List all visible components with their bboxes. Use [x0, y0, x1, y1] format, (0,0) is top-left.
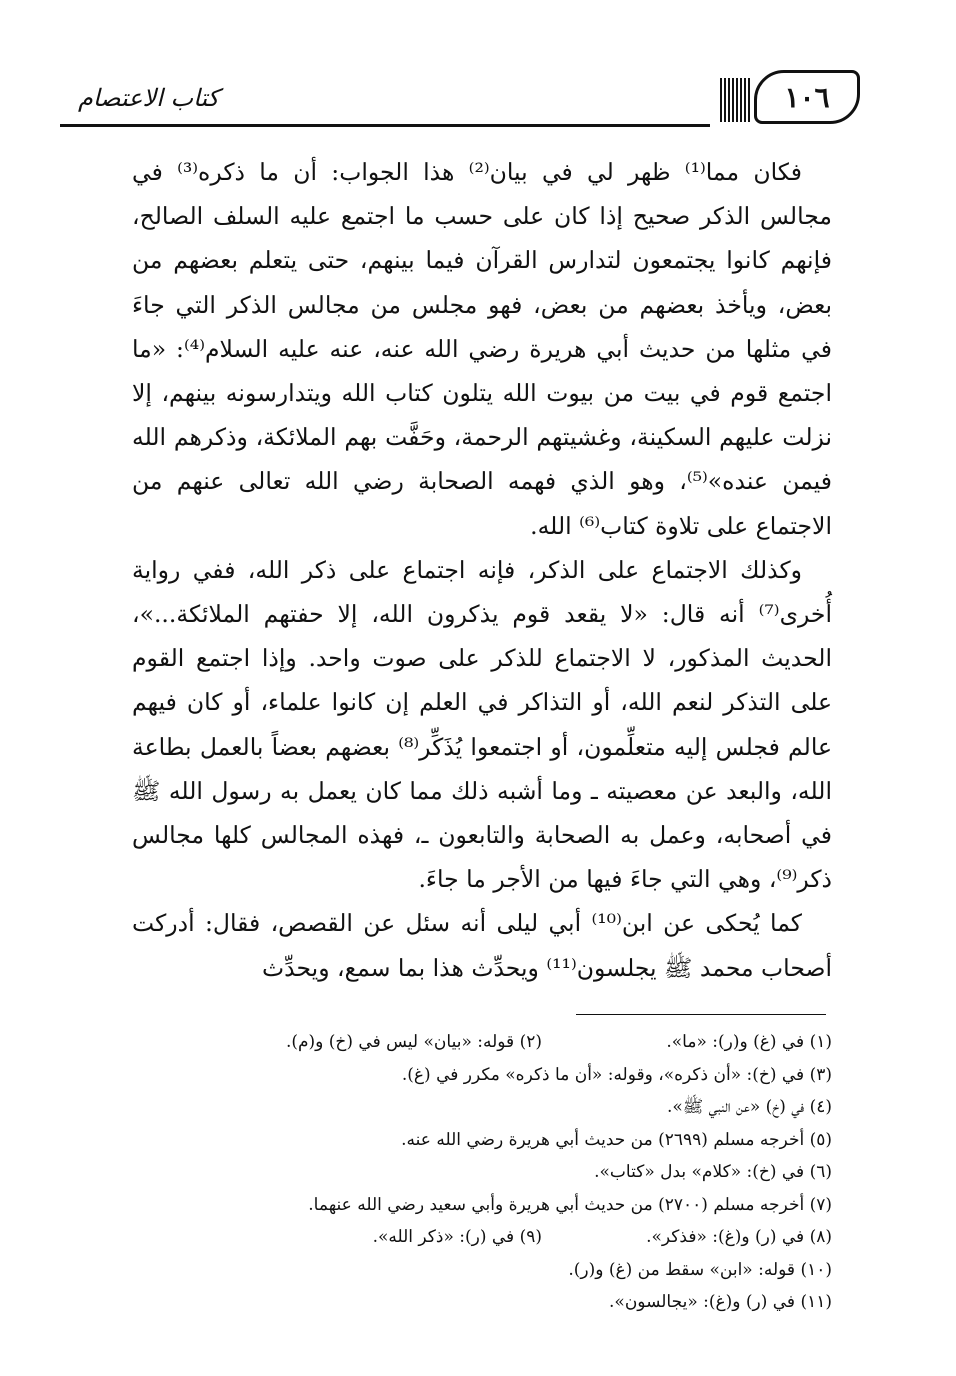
page-number: ١٠٦ [754, 70, 860, 124]
footnote: (٦) في (خ): «كلام» بدل «كتاب». [594, 1162, 832, 1182]
footnote: (١٠) قوله: «ابن» سقط من (غ) و(ر). [568, 1259, 832, 1280]
footnote: (١) في (غ) و(ر): «ما». [666, 1032, 832, 1052]
footnote: (٥) أخرجه مسلم (٢٦٩٩) من حديث أبي هريرة رضي الله عنه. [401, 1129, 832, 1150]
paragraph: فكان مما⁽¹⁾ ظهر لي في بيان⁽²⁾ هذا الجواب: أن ما ذكره⁽³⁾ في مجالس الذكر صحيح إذا كان على حسب ما اجتمع عليه السلف الصالح، فإنهم كانوا يجتمعون لتدارس القرآن فيما بينهم، حتى يتعلم بعضهم من بعض، ويأخذ بعضهم من بعض، فهو مجلس من مجالس الذكر التي جاءَ في مثلها من حديث أبي هريرة رضي الله عنه، عنه عليه السلام⁽⁴⁾: «ما اجتمع قوم في بيت من بيوت الله يتلون كتاب الله ويتدارسونه بينهم، إلا نزلت عليهم السكينة، وغشيتهم الرحمة، وحَفَّت بهم الملائكة، وذكرهم الله فيمن عنده»⁽⁵⁾، وهو الذي فهمه الصحابة رضي الله تعالى عنهم من الاجتماع على تلاوة كتاب⁽⁶⁾ الله. [132, 158, 833, 540]
header-rule [60, 124, 710, 127]
footnote: (٩) في (ر): «ذكر الله». [372, 1227, 542, 1247]
footnote: (٢) قوله: «بيان» ليس في (خ) و(م). [285, 1032, 542, 1052]
footnote: (٣) في (خ): «أن ذكره»، وقوله: «أن ما ذكره» مكرر في (غ). [401, 1064, 832, 1085]
main-text [132, 150, 832, 990]
paragraph: وكذلك الاجتماع على الذكر، فإنه اجتماع على ذكر الله، ففي رواية أُخرى⁽⁷⁾ أنه قال: «لا يقعد قوم يذكرون الله، إلا حفتهم الملائكة...»، الحديث المذكور، لا الاجتماع للذكر على صوت واحد. وإذا اجتمع القوم على التذكر لنعم الله، أو التذاكر في العلم إن كانوا علماء، أو كان فيهم عالم فجلس إليه متعلِّمون، أو اجتمعوا يُذَكِّر⁽⁸⁾ بعضهم بعضاً بالعمل بطاعة الله، والبعد عن معصيته ـ وما أشبه ذلك مما كان يعمل به رسول الله ﷺ في أصحابه، وعمل به الصحابة والتابعون ـ، فهذه المجالس كلها مجالس ذكر⁽⁹⁾، وهي التي جاءَ فيها من الأجر ما جاءَ. [132, 555, 833, 894]
running-title: كتاب الاعتصام [78, 84, 220, 112]
footnote: (٨) في (ر) و(غ): «فذكر». [646, 1227, 832, 1247]
footnotes [132, 1026, 832, 1319]
footnote-row [132, 1221, 832, 1254]
paragraph: كما يُحكى عن ابن⁽¹⁰⁾ أبي ليلى أنه سئل عن القصص، فقال: أدركت أصحاب محمد ﷺ يجلسون⁽¹¹⁾ ويحدِّث هذا بما سمع، ويحدِّث [132, 909, 832, 982]
footnote: (٤) في (خ) «عن النبي ﷺ». [666, 1097, 832, 1117]
footnote-row [132, 1026, 832, 1059]
footnote: (١١) في (ر) و(غ): «يجالسون». [609, 1292, 832, 1312]
footnote-separator [576, 1014, 826, 1015]
footnote: (٧) أخرجه مسلم (٢٧٠٠) من حديث أبي هريرة وأبي سعيد رضي الله عنهما. [308, 1194, 832, 1215]
page-header [60, 70, 860, 130]
header-ornament [718, 78, 750, 122]
